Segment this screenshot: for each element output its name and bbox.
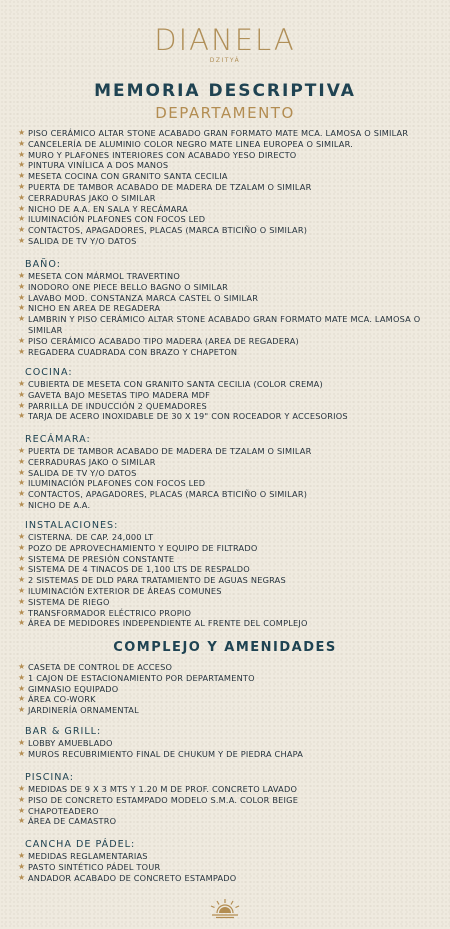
- list-item-text: MESETA CON MÁRMOL TRAVERTINO: [28, 271, 180, 281]
- piscina-list: [18, 784, 438, 827]
- star-icon: ★: [18, 861, 26, 871]
- list-item: [18, 597, 438, 608]
- list-item: [18, 282, 438, 293]
- star-icon: ★: [18, 872, 26, 882]
- list-item: [18, 236, 438, 247]
- list-item-text: PARRILLA DE INDUCCIÓN 2 QUEMADORES: [28, 400, 207, 411]
- list-item: [18, 457, 438, 468]
- list-item: [18, 160, 438, 171]
- list-item: [18, 500, 438, 511]
- star-icon: ★: [18, 389, 26, 399]
- list-item-text: TRANSFORMADOR ELÉCTRICO PROPIO: [28, 607, 192, 618]
- section-title-cocina: COCINA:: [25, 367, 73, 378]
- brand-logo: [0, 24, 450, 64]
- star-icon: ★: [18, 794, 26, 804]
- list-item: [18, 554, 438, 565]
- list-item: [18, 489, 438, 500]
- section-title-bar: BAR & GRILL:: [25, 726, 102, 737]
- list-item-text: GAVETA BAJO MESETAS TIPO MADERA MDF: [28, 389, 210, 400]
- list-item-text: CONTACTOS, APAGADORES, PLACAS (MARCA BTICIÑO O SIMILAR): [28, 489, 308, 500]
- list-item: [18, 532, 438, 543]
- list-item: [18, 662, 438, 673]
- star-icon: ★: [18, 478, 26, 488]
- star-icon: ★: [18, 160, 26, 170]
- brand-subtitle: DZITYÁ: [209, 57, 241, 64]
- star-icon: ★: [18, 214, 26, 224]
- cocina-list: [18, 379, 438, 422]
- page-title: MEMORIA DESCRIPTIVA: [94, 81, 356, 101]
- star-icon: ★: [18, 456, 26, 466]
- star-icon: ★: [18, 816, 26, 826]
- list-item-text: PUERTA DE TAMBOR ACABADO DE MADERA DE TZALAM O SIMILAR: [28, 446, 312, 456]
- list-item: [18, 816, 438, 827]
- instalaciones-list: [18, 532, 438, 629]
- list-item-text: SISTEMA DE 4 TINACOS DE 1,100 LTS DE RESPALDO: [28, 564, 250, 575]
- list-item-text: PISO CERÁMICO ACABADO TIPO MADERA (AREA DE REGADERA): [28, 335, 299, 346]
- list-item: [18, 303, 438, 314]
- star-icon: ★: [18, 128, 26, 137]
- bar-section: [18, 726, 438, 760]
- list-item-text: PISO DE CONCRETO ESTAMPADO MODELO S.M.A. COLOR BEIGE: [28, 794, 299, 805]
- list-item: [18, 139, 438, 150]
- section-title-instalaciones: INSTALACIONES:: [25, 520, 119, 531]
- list-item-text: CERRADURAS JAKO O SIMILAR: [28, 192, 156, 203]
- complejo-list: [18, 662, 438, 716]
- list-item: [18, 336, 438, 347]
- list-item-text: ILUMINACIÓN PLAFONES CON FOCOS LED: [28, 478, 206, 489]
- star-icon: ★: [18, 467, 26, 477]
- list-item: [18, 694, 438, 705]
- list-item-text: NICHO DE A.A.: [28, 499, 91, 510]
- list-item-text: CUBIERTA DE MESETA CON GRANITO SANTA CECILIA (COLOR CREMA): [28, 379, 323, 389]
- list-item-text: PASTO SINTÉTICO PÁDEL TOUR: [28, 861, 161, 872]
- star-icon: ★: [18, 585, 26, 595]
- star-icon: ★: [18, 149, 26, 159]
- list-item: [18, 784, 438, 795]
- list-item: [18, 446, 438, 457]
- star-icon: ★: [18, 235, 26, 245]
- list-item-text: TARJA DE ACERO INOXIDABLE DE 30 X 19" CON ROCEADOR Y ACCESORIOS: [28, 411, 348, 422]
- list-item: [18, 225, 438, 236]
- star-icon: ★: [18, 607, 26, 617]
- star-icon: ★: [18, 346, 26, 356]
- piscina-section: [18, 772, 438, 827]
- list-item-text: SISTEMA DE PRESIÓN CONSTANTE: [28, 553, 175, 564]
- star-icon: ★: [18, 192, 26, 202]
- list-item: [18, 171, 438, 182]
- list-item: [18, 806, 438, 817]
- section-title-bano: BAÑO:: [25, 259, 61, 270]
- list-item: [18, 214, 438, 225]
- star-icon: ★: [18, 171, 26, 181]
- recamara-list: [18, 446, 438, 511]
- list-item-text: MURO Y PLAFONES INTERIORES CON ACABADO YESO DIRECTO: [28, 149, 297, 160]
- page-subtitle: DEPARTAMENTO: [155, 104, 295, 122]
- star-icon: ★: [18, 281, 26, 291]
- list-item-text: SALIDA DE TV Y/O DATOS: [28, 467, 137, 478]
- star-icon: ★: [18, 564, 26, 574]
- star-icon: ★: [18, 499, 26, 509]
- list-item-text: ÁREA DE CAMASTRO: [28, 816, 117, 827]
- list-item: [18, 684, 438, 695]
- list-item: [18, 738, 438, 749]
- list-item: [18, 468, 438, 479]
- star-icon: ★: [18, 400, 26, 410]
- list-item: [18, 862, 438, 873]
- list-item-text: POZO DE APROVECHAMIENTO Y EQUIPO DE FILTRADO: [28, 542, 258, 553]
- list-item: [18, 673, 438, 684]
- list-item-text: ANDADOR ACABADO DE CONCRETO ESTAMPADO: [28, 872, 237, 883]
- general-list: [18, 128, 438, 247]
- star-icon: ★: [18, 575, 26, 585]
- star-icon: ★: [18, 784, 26, 793]
- padel-list: [18, 851, 438, 883]
- star-icon: ★: [18, 225, 26, 235]
- list-item: [18, 314, 438, 336]
- list-item: [18, 873, 438, 884]
- list-item-text: ILUMINACIÓN PLAFONES CON FOCOS LED: [28, 214, 206, 225]
- list-item-text: JARDINERÍA ORNAMENTAL: [28, 705, 139, 716]
- brand-name: DIANELA: [154, 23, 296, 57]
- star-icon: ★: [18, 138, 26, 148]
- list-item: [18, 379, 438, 390]
- section-title-padel: CANCHA DE PÁDEL:: [25, 839, 136, 850]
- general-section: [18, 128, 438, 247]
- list-item-text: CONTACTOS, APAGADORES, PLACAS (MARCA BTICIÑO O SIMILAR): [28, 225, 308, 236]
- star-icon: ★: [18, 292, 26, 302]
- star-icon: ★: [18, 662, 26, 671]
- list-item-text: 1 CAJON DE ESTACIONAMIENTO POR DEPARTAMENTO: [28, 672, 255, 683]
- star-icon: ★: [18, 738, 26, 747]
- padel-section: [18, 839, 438, 883]
- star-icon: ★: [18, 303, 26, 313]
- list-item-text: CERRADURAS JAKO O SIMILAR: [28, 456, 156, 467]
- list-item-text: MEDIDAS REGLAMENTARIAS: [28, 851, 148, 861]
- section-title-recamara: RECÁMARA:: [25, 434, 91, 445]
- list-item: [18, 795, 438, 806]
- list-item: [18, 401, 438, 412]
- list-item-text: PISO CERÁMICO ALTAR STONE ACABADO GRAN FORMATO MATE MCA. LAMOSA O SIMILAR: [28, 128, 409, 138]
- instalaciones-section: [18, 520, 438, 629]
- list-item: [18, 618, 438, 629]
- list-item: [18, 128, 438, 139]
- cocina-section: [18, 367, 438, 422]
- list-item: [18, 851, 438, 862]
- star-icon: ★: [18, 553, 26, 563]
- list-item: [18, 204, 438, 215]
- star-icon: ★: [18, 851, 26, 860]
- star-icon: ★: [18, 542, 26, 552]
- star-icon: ★: [18, 705, 26, 715]
- star-icon: ★: [18, 411, 26, 421]
- star-icon: ★: [18, 532, 26, 541]
- list-item-text: LAVABO MOD. CONSTANZA MARCA CASTEL O SIMILAR: [28, 292, 259, 303]
- list-item-text: NICHO EN AREA DE REGADERA: [28, 303, 161, 314]
- star-icon: ★: [18, 805, 26, 815]
- list-item-text: PUERTA DE TAMBOR ACABADO DE MADERA DE TZALAM O SIMILAR: [28, 181, 312, 192]
- list-item-text: CASETA DE CONTROL DE ACCESO: [28, 662, 173, 672]
- list-item-text: SISTEMA DE RIEGO: [28, 596, 110, 607]
- list-item-text: LAMBRIN Y PISO CERÁMICO ALTAR STONE ACABADO GRAN FORMATO MATE MCA. LAMOSA O SIMILAR: [28, 314, 421, 335]
- star-icon: ★: [18, 672, 26, 682]
- list-item-text: CISTERNA. DE CAP. 24,000 LT: [28, 532, 154, 542]
- list-item-text: 2 SISTEMAS DE DLD PARA TRATAMIENTO DE AGUAS NEGRAS: [28, 575, 286, 586]
- bar-list: [18, 738, 438, 760]
- star-icon: ★: [18, 694, 26, 704]
- star-icon: ★: [18, 314, 26, 324]
- list-item: [18, 411, 438, 422]
- section-title-piscina: PISCINA:: [25, 772, 75, 783]
- list-item-text: INODORO ONE PIECE BELLO BAGNO O SIMILAR: [28, 281, 229, 292]
- sunrise-logo-icon: [208, 897, 242, 919]
- list-item: [18, 150, 438, 161]
- list-item: [18, 293, 438, 304]
- list-item-text: LOBBY AMUEBLADO: [28, 738, 113, 748]
- star-icon: ★: [18, 203, 26, 213]
- star-icon: ★: [18, 271, 26, 280]
- list-item-text: ÁREA DE MEDIDORES INDEPENDIENTE AL FRENTE DEL COMPLEJO: [28, 618, 308, 629]
- list-item-text: ÁREA CO-WORK: [28, 694, 96, 705]
- star-icon: ★: [18, 489, 26, 499]
- list-item: [18, 749, 438, 760]
- list-item-text: PINTURA VINÍLICA A DOS MANOS: [28, 160, 169, 171]
- list-item-text: ILUMINACIÓN EXTERIOR DE ÁREAS COMUNES: [28, 585, 222, 596]
- bano-section: [18, 259, 438, 357]
- list-item: [18, 478, 438, 489]
- star-icon: ★: [18, 181, 26, 191]
- list-item-text: MUROS RECUBRIMIENTO FINAL DE CHUKUM Y DE PIEDRA CHAPA: [28, 748, 304, 759]
- list-item-text: REGADERA CUADRADA CON BRAZO Y CHAPETON: [28, 346, 238, 357]
- list-item: [18, 575, 438, 586]
- star-icon: ★: [18, 335, 26, 345]
- list-item: [18, 193, 438, 204]
- list-item: [18, 705, 438, 716]
- star-icon: ★: [18, 446, 26, 455]
- list-item-text: NICHO DE A.A. EN SALA Y RECÁMARA: [28, 203, 188, 214]
- star-icon: ★: [18, 596, 26, 606]
- star-icon: ★: [18, 618, 26, 628]
- list-item: [18, 390, 438, 401]
- list-item-text: SALIDA DE TV Y/O DATOS: [28, 235, 137, 246]
- star-icon: ★: [18, 683, 26, 693]
- list-item-text: MEDIDAS DE 9 X 3 MTS Y 1.20 M DE PROF. CONCRETO LAVADO: [28, 784, 298, 794]
- star-icon: ★: [18, 748, 26, 758]
- list-item-text: CHAPOTEADERO: [28, 805, 99, 816]
- star-icon: ★: [18, 379, 26, 388]
- list-item: [18, 347, 438, 358]
- list-item: [18, 271, 438, 282]
- list-item-text: CANCELERÍA DE ALUMINIO COLOR NEGRO MATE LINEA EUROPEA O SIMILAR.: [28, 138, 353, 149]
- list-item: [18, 564, 438, 575]
- list-item-text: GIMNASIO EQUIPADO: [28, 683, 119, 694]
- complejo-section: [18, 662, 438, 716]
- list-item-text: MESETA COCINA CON GRANITO SANTA CECILIA: [28, 171, 228, 182]
- recamara-section: [18, 434, 438, 511]
- list-item: [18, 182, 438, 193]
- bano-list: [18, 271, 438, 357]
- complejo-title: COMPLEJO Y AMENIDADES: [113, 640, 337, 655]
- list-item: [18, 543, 438, 554]
- list-item: [18, 586, 438, 597]
- list-item: [18, 608, 438, 619]
